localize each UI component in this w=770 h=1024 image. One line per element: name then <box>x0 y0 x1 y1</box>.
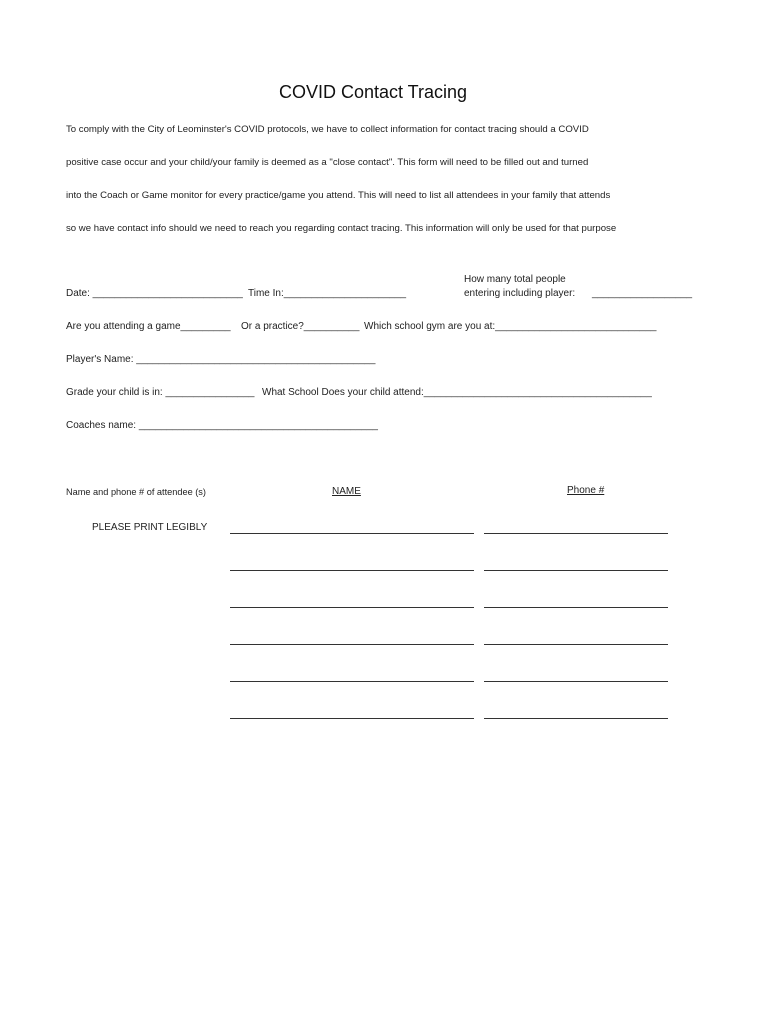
attendee-phone-line[interactable] <box>484 570 668 571</box>
attendee-name-line[interactable] <box>230 533 474 534</box>
attendee-name-line[interactable] <box>230 607 474 608</box>
players-name-field[interactable]: Player's Name: ___________________________________________ <box>66 354 376 365</box>
school-attend-field[interactable]: What School Does your child attend:_________________________________________ <box>262 387 652 398</box>
grade-field[interactable]: Grade your child is in: ________________ <box>66 387 255 398</box>
name-column-header: NAME <box>332 486 361 497</box>
attendee-label: Name and phone # of attendee (s) <box>66 487 206 497</box>
attendee-phone-line[interactable] <box>484 533 668 534</box>
print-legibly-note: PLEASE PRINT LEGIBLY <box>92 522 208 533</box>
total-people-label-1: How many total people <box>464 274 566 285</box>
intro-line-3: into the Coach or Game monitor for every practice/game you attend. This will need to list all attendees in your family that attends <box>66 190 611 201</box>
date-field[interactable]: Date: ___________________________ <box>66 288 243 299</box>
attendee-phone-line[interactable] <box>484 644 668 645</box>
attendee-phone-line[interactable] <box>484 607 668 608</box>
intro-line-2: positive case occur and your child/your family is deemed as a "close contact". This form will need to be filled out and turned <box>66 157 589 168</box>
attendee-name-line[interactable] <box>230 681 474 682</box>
school-gym-field[interactable]: Which school gym are you at:_____________________________ <box>364 321 657 332</box>
attendee-name-line[interactable] <box>230 718 474 719</box>
coaches-name-field[interactable]: Coaches name: ___________________________________________ <box>66 420 378 431</box>
total-people-field[interactable]: __________________ <box>592 288 693 299</box>
page-title: COVID Contact Tracing <box>278 82 468 102</box>
intro-line-1: To comply with the City of Leominster's COVID protocols, we have to collect information for contact tracing should a COVID <box>66 124 589 135</box>
intro-line-4: so we have contact info should we need to reach you regarding contact tracing. This information will only be used for that purpose <box>66 223 617 234</box>
attendee-phone-line[interactable] <box>484 681 668 682</box>
phone-column-header: Phone # <box>567 485 605 496</box>
total-people-label-2: entering including player: <box>464 288 576 299</box>
attendee-phone-line[interactable] <box>484 718 668 719</box>
practice-field[interactable]: Or a practice?__________ <box>241 321 360 332</box>
attendee-name-line[interactable] <box>230 644 474 645</box>
attending-game-field[interactable]: Are you attending a game_________ <box>66 321 231 332</box>
attendee-name-line[interactable] <box>230 570 474 571</box>
time-in-field[interactable]: Time In:______________________ <box>248 288 407 299</box>
